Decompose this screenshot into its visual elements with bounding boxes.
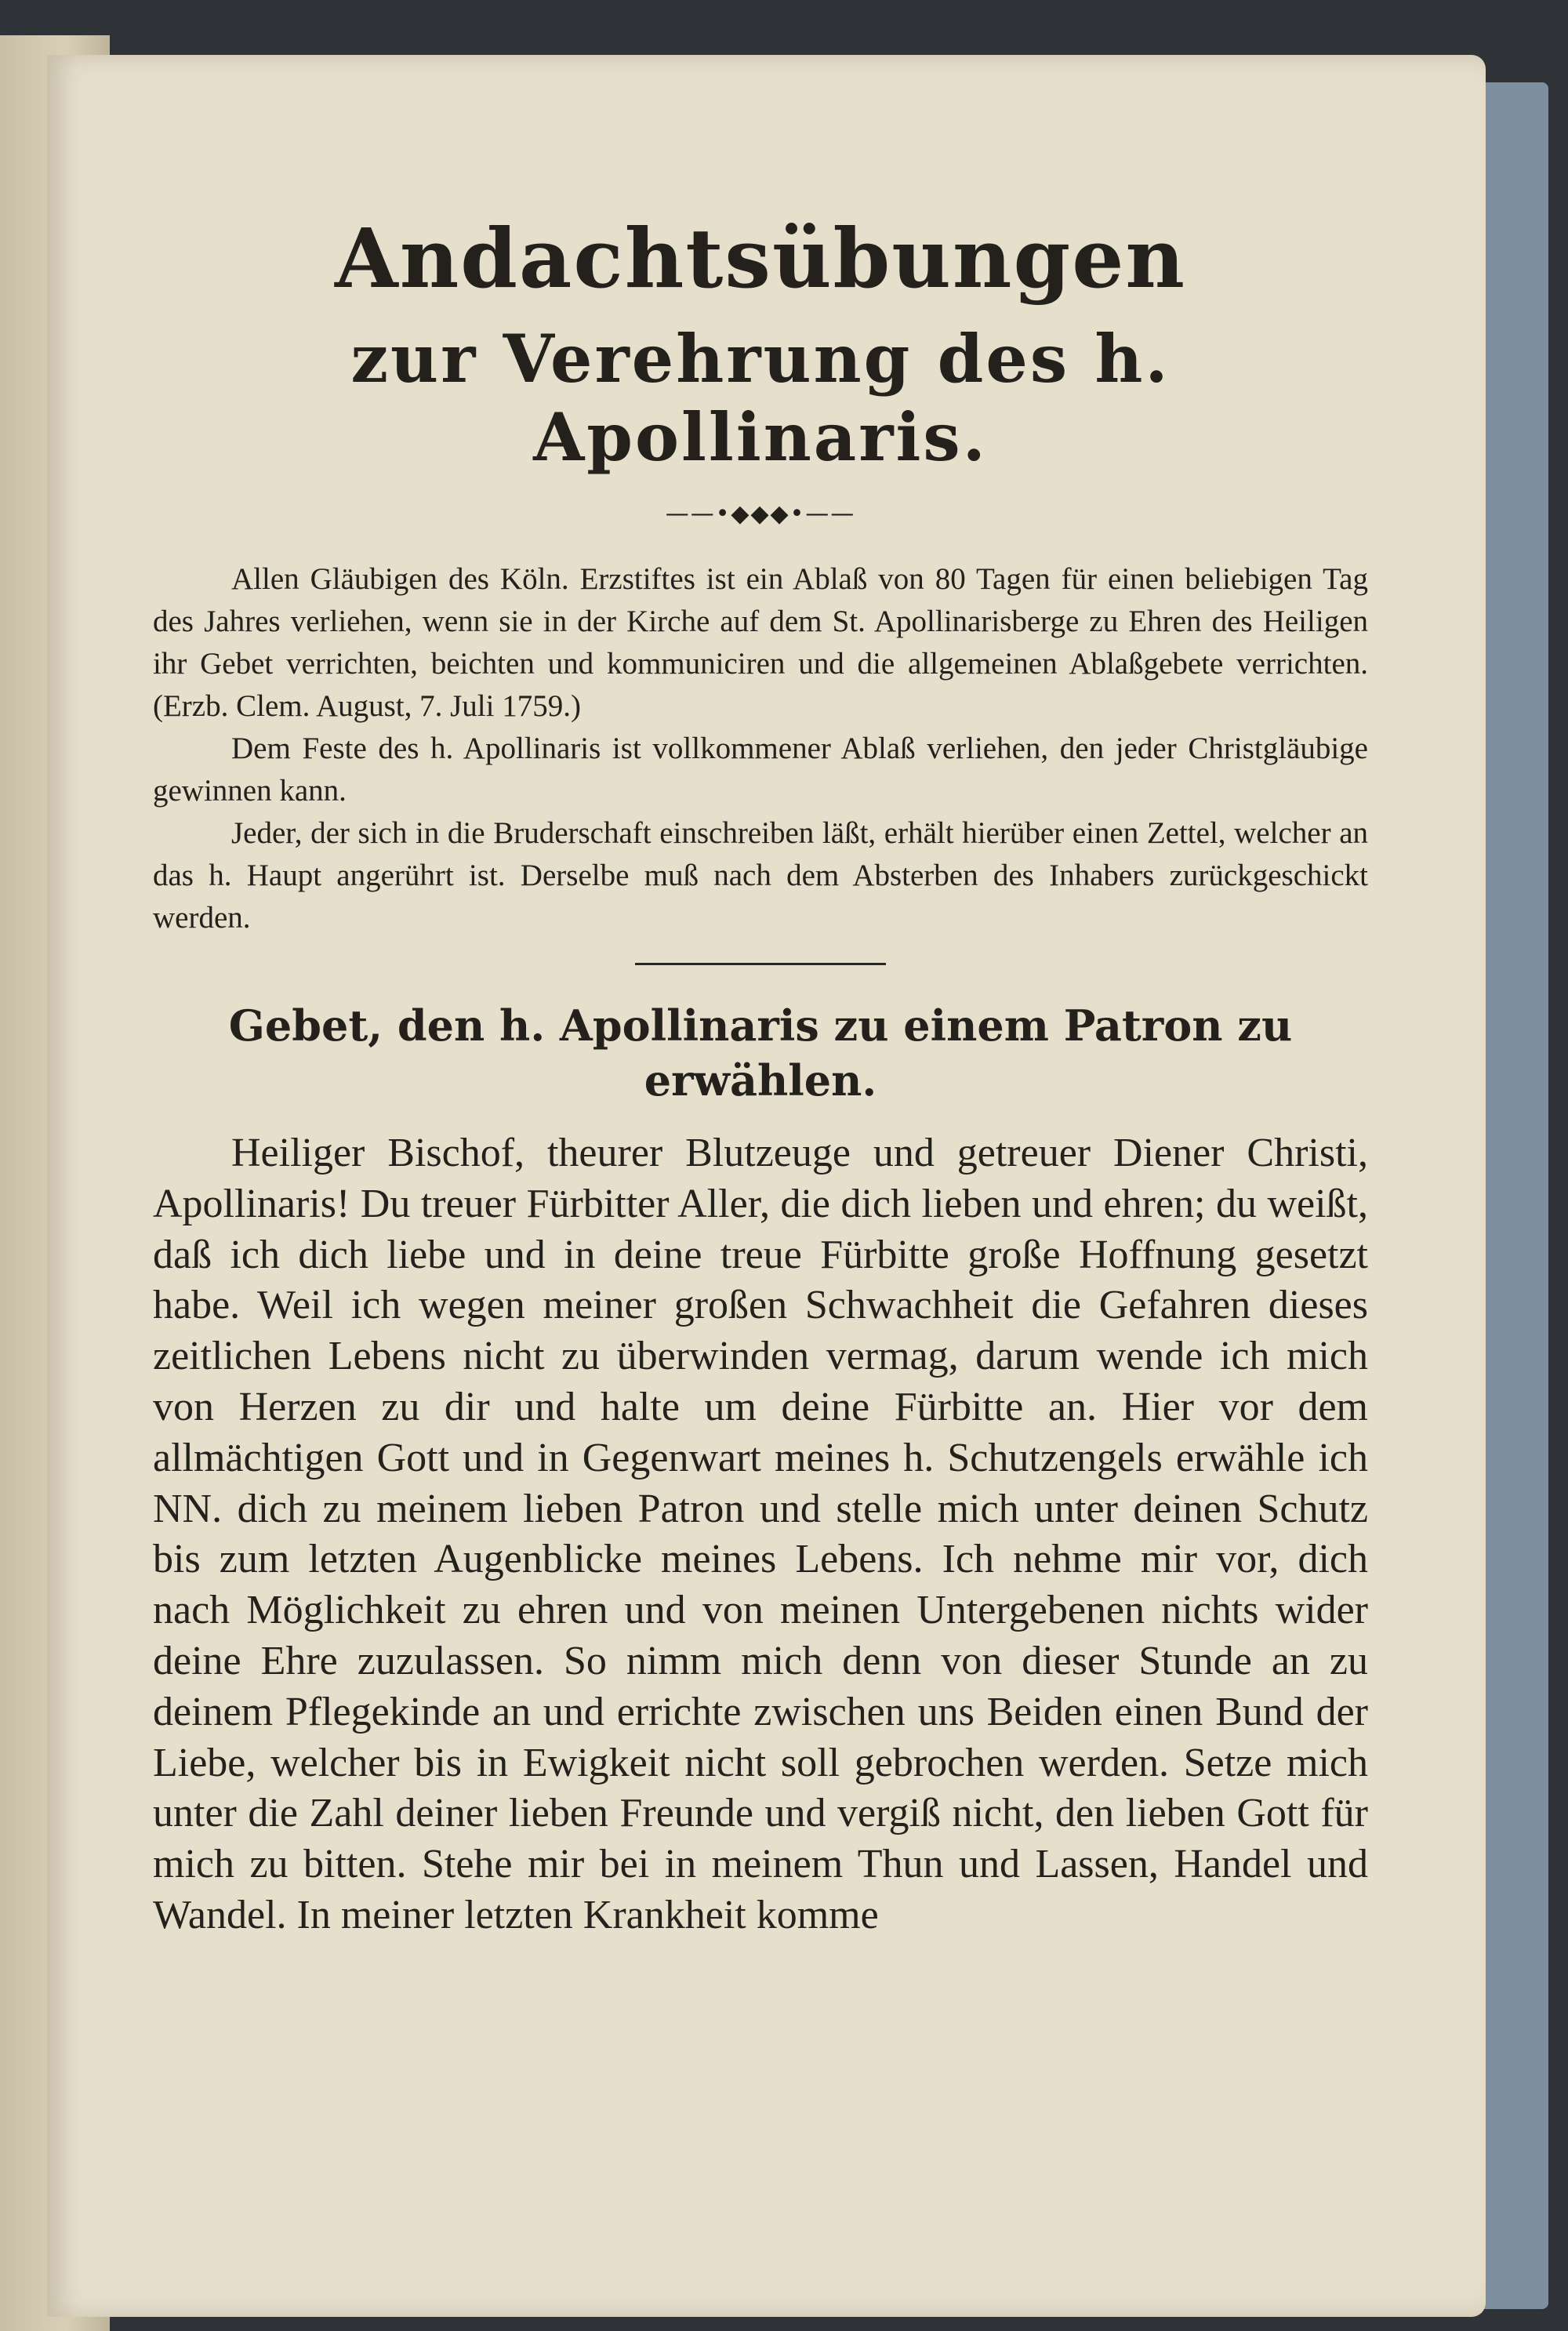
page-content (153, 157, 1368, 1941)
intro-paragraph: Dem Feste des h. Apollinaris ist vollkommener Ablaß verliehen, den jeder Christgläubige gewinnen kann. (153, 732, 1368, 808)
intro-paragraph: Jeder, der sich in die Bruderschaft einschreiben läßt, erhält hierüber einen Zettel, welcher an das h. Haupt angerührt ist. Derselbe muß nach dem Absterben des Inhabers zurückgeschickt werden. (153, 816, 1368, 935)
prayer-heading: Gebet, den h. Apollinaris zu einem Patron zu erwählen. (228, 1000, 1293, 1106)
intro-paragraph: Allen Gläubigen des Köln. Erzstiftes ist ein Ablaß von 80 Tagen für einen beliebigen Tag des Jahres verliehen, wenn sie in der Kirche auf dem St. Apollinarisberge zu Ehren des Heiligen ihr Gebet verrichten, beichten und kommuniciren und die allgemeinen Ablaßgebete verrichten. (Erzb. Clem. August, 7. Juli 1759.) (153, 562, 1368, 723)
page-subtitle: zur Verehrung des h. Apollinaris. (350, 320, 1171, 476)
ornament-divider: ——•◆◆◆•—— (665, 500, 856, 528)
section-divider (635, 963, 886, 965)
page-title: Andachtsübungen (335, 210, 1186, 307)
prayer-text: Heiliger Bischof, theurer Blutzeuge und getreuer Diener Christi, Apollinaris! Du treuer Fürbitter Aller, die dich lieben und ehren; du weißt, daß ich dich liebe und in deine treue Fürbitte große Hoffnung gesetzt habe. Weil ich wegen meiner großen Schwachheit die Gefahren dieses zeitlichen Lebens nicht zu überwinden vermag, darum wende ich mich von Herzen zu dir und halte um deine Fürbitte an. Hier vor dem allmächtigen Gott und in Gegenwart meines h. Schutzengels erwähle ich NN. dich zu meinem lieben Patron und stelle mich unter deinen Schutz bis zum letzten Augenblicke meines Lebens. Ich nehme mir vor, dich nach Möglichkeit zu ehren und von meinen Untergebenen nichts wider deine Ehre zuzulassen. So nimm mich denn von dieser Stunde an zu deinem Pflegekinde an und errichte zwischen uns Beiden einen Bund der Liebe, welcher bis in Ewigkeit nicht soll gebrochen werden. Setze mich unter die Zahl deiner lieben Freunde und vergiß nicht, den lieben Gott für mich zu bitten. Stehe mir bei in meinem Thun und Lassen, Handel und Wandel. In meiner letzten Krankheit komme (153, 1131, 1368, 1937)
book-cover-edge (1478, 82, 1548, 2309)
book-page (47, 55, 1486, 2317)
